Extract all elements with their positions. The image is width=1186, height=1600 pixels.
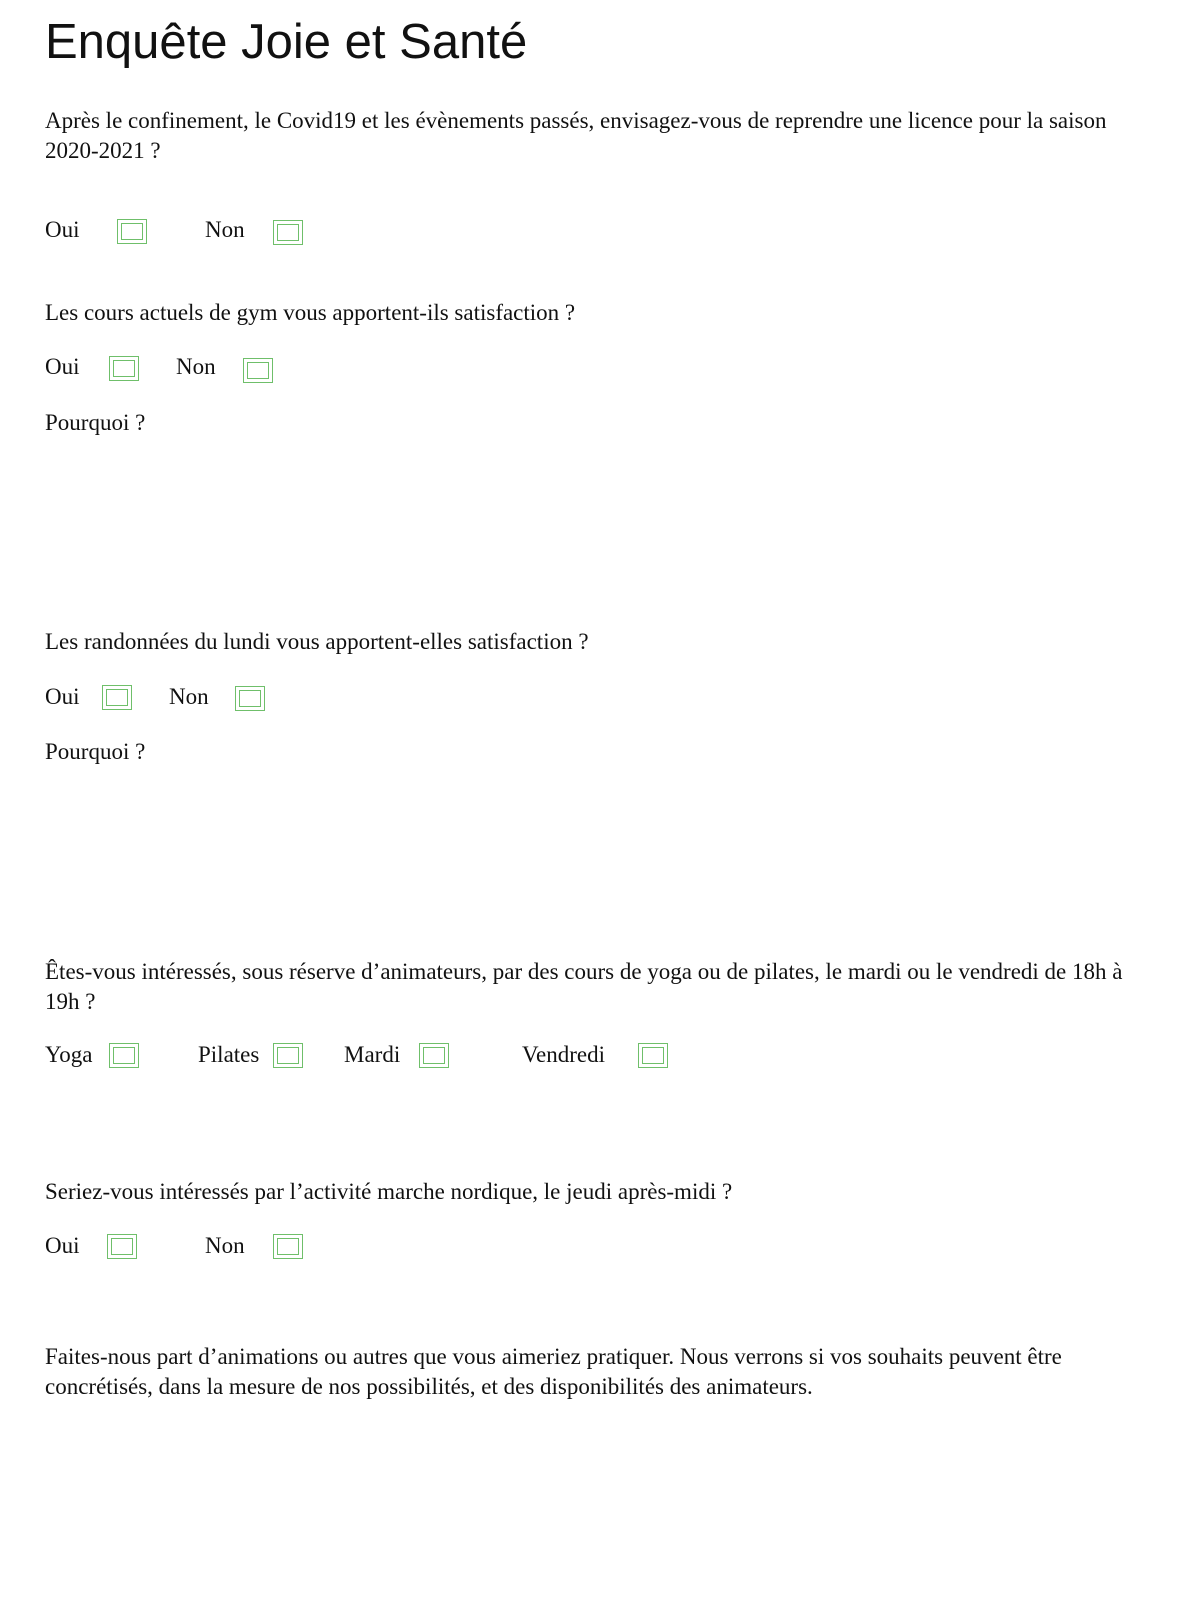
q2-pourquoi-label: Pourquoi ? — [45, 410, 146, 435]
question-marche-nordique: Seriez-vous intéressés par l’activité marche nordique, le jeudi après-midi ? — [45, 1179, 733, 1204]
question-gym: Les cours actuels de gym vous apportent-ils satisfaction ? — [45, 300, 576, 325]
question-animations: Faites-nous part d’animations ou autres que vous aimeriez pratiquer. Nous verrons si vos souhaits peuvent être concrétisés, dans la mesure de nos possibilités, et des disponibilités des animateurs. — [45, 1344, 1062, 1399]
q5-non-checkbox[interactable] — [273, 1234, 303, 1259]
q4-yoga-checkbox[interactable] — [109, 1043, 139, 1068]
q1-oui-label: Oui — [45, 217, 80, 242]
q3-non-label: Non — [169, 684, 209, 709]
q2-non-checkbox[interactable] — [243, 358, 273, 383]
q5-oui-checkbox[interactable] — [107, 1234, 137, 1259]
q3-oui-label: Oui — [45, 684, 80, 709]
q4-vendredi-checkbox[interactable] — [638, 1043, 668, 1068]
q4-mardi-label: Mardi — [344, 1042, 401, 1067]
page-title: Enquête Joie et Santé — [45, 15, 528, 69]
q4-mardi-checkbox[interactable] — [419, 1043, 449, 1068]
question-yoga-pilates: Êtes-vous intéressés, sous réserve d’animateurs, par des cours de yoga ou de pilates, le mardi ou le vendredi de 18h à 19h ? — [45, 959, 1123, 1014]
q3-non-checkbox[interactable] — [235, 686, 265, 711]
q2-oui-checkbox[interactable] — [109, 356, 139, 381]
q3-pourquoi-label: Pourquoi ? — [45, 739, 146, 764]
q2-oui-label: Oui — [45, 354, 80, 379]
q1-non-label: Non — [205, 217, 245, 242]
q4-pilates-label: Pilates — [198, 1042, 260, 1067]
q5-oui-label: Oui — [45, 1233, 80, 1258]
q2-non-label: Non — [176, 354, 216, 379]
q4-pilates-checkbox[interactable] — [273, 1043, 303, 1068]
question-licence: Après le confinement, le Covid19 et les évènements passés, envisagez-vous de reprendre une licence pour la saison 2020-2021 ? — [45, 108, 1107, 163]
question-randonnees: Les randonnées du lundi vous apportent-elles satisfaction ? — [45, 629, 589, 654]
q1-non-checkbox[interactable] — [273, 220, 303, 245]
q4-vendredi-label: Vendredi — [522, 1042, 606, 1067]
q5-non-label: Non — [205, 1233, 245, 1258]
q4-yoga-label: Yoga — [45, 1042, 93, 1067]
q3-oui-checkbox[interactable] — [102, 685, 132, 710]
q1-oui-checkbox[interactable] — [117, 219, 147, 244]
